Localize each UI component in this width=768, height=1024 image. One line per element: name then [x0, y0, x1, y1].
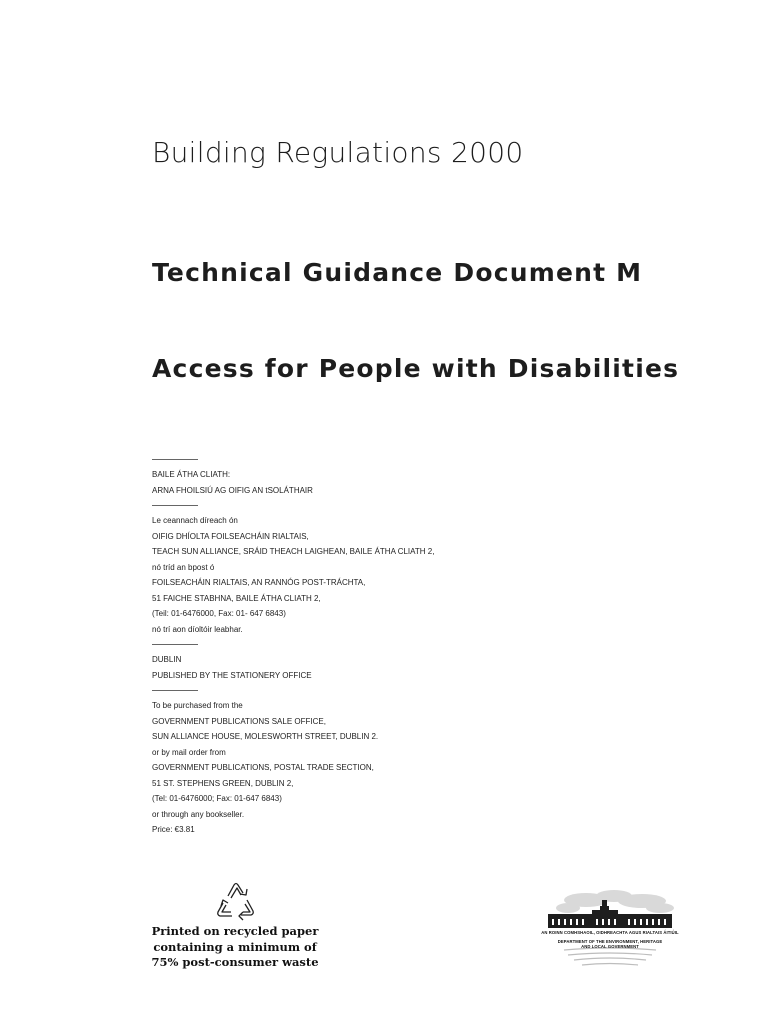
department-english-name: DEPARTMENT OF THE ENVIRONMENT, HERITAGE	[557, 938, 663, 944]
department-name	[528, 930, 692, 950]
irish-publisher: ARNA FHOILSIÚ AG OIFIG AN tSOLÁTHAIR	[152, 485, 313, 495]
irish-purchase-line: FOILSEACHÁIN RIALTAIS, AN RANNÓG POST-TRÁCHTA,	[152, 578, 366, 587]
department-english-name: AND LOCAL GOVERNMENT	[581, 944, 639, 950]
english-purchase-line: or by mail order from	[152, 747, 226, 757]
divider	[152, 690, 198, 691]
document-subject: Access for People with Disabilities	[152, 354, 680, 383]
document-subtitle: Technical Guidance Document M	[152, 258, 643, 287]
english-purchase-line: GOVERNMENT PUBLICATIONS, POSTAL TRADE SECTION,	[152, 763, 374, 772]
english-place: DUBLIN	[152, 655, 182, 664]
divider	[152, 505, 198, 506]
divider	[152, 459, 198, 460]
irish-purchase-line: Le ceannach díreach ón	[152, 516, 238, 525]
department-irish-name: AN ROINN COMHSHAOIL, OIDHREACHTA AGUS RIALTAIS ÁITIÚIL	[541, 930, 679, 935]
english-purchase-line: (Tel: 01-6476000; Fax: 01-647 6843)	[152, 794, 282, 803]
english-publisher: PUBLISHED BY THE STATIONERY OFFICE	[152, 670, 312, 680]
irish-purchase-line: (Teil: 01-6476000, Fax: 01- 647 6843)	[152, 609, 286, 618]
publisher-imprint	[152, 452, 572, 838]
irish-purchase-line: nó trí aon díoltóir leabhar.	[152, 624, 243, 634]
recycled-line: 75% post-consumer waste	[151, 955, 319, 969]
irish-purchase-line: TEACH SUN ALLIANCE, SRÁID THEACH LAIGHEAN, BAILE ÁTHA CLIATH 2,	[152, 547, 435, 556]
irish-purchase-line: nó tríd an bpost ó	[152, 562, 215, 572]
custom-house-logo	[528, 888, 692, 970]
recycled-line: containing a minimum of	[153, 939, 317, 954]
irish-purchase-line: 51 FAICHE STABHNA, BAILE ÁTHA CLIATH 2,	[152, 593, 321, 603]
irish-place: BAILE ÁTHA CLIATH:	[152, 470, 231, 479]
english-purchase-line: GOVERNMENT PUBLICATIONS SALE OFFICE,	[152, 716, 326, 726]
divider	[152, 644, 198, 645]
irish-purchase-line: OIFIG DHÍOLTA FOILSEACHÁIN RIALTAIS,	[152, 531, 309, 541]
document-title: Building Regulations 2000	[152, 136, 524, 169]
english-purchase-line: To be purchased from the	[152, 701, 243, 710]
price: Price: €3.81	[152, 825, 195, 834]
recycled-paper-notice	[150, 924, 320, 971]
english-purchase-line: SUN ALLIANCE HOUSE, MOLESWORTH STREET, DUBLIN 2.	[152, 732, 379, 741]
recycled-line: Printed on recycled paper	[151, 924, 319, 938]
english-purchase-line: 51 ST. STEPHENS GREEN, DUBLIN 2,	[152, 778, 294, 788]
recycle-icon	[210, 878, 262, 924]
english-purchase-line: or through any bookseller.	[152, 809, 245, 819]
